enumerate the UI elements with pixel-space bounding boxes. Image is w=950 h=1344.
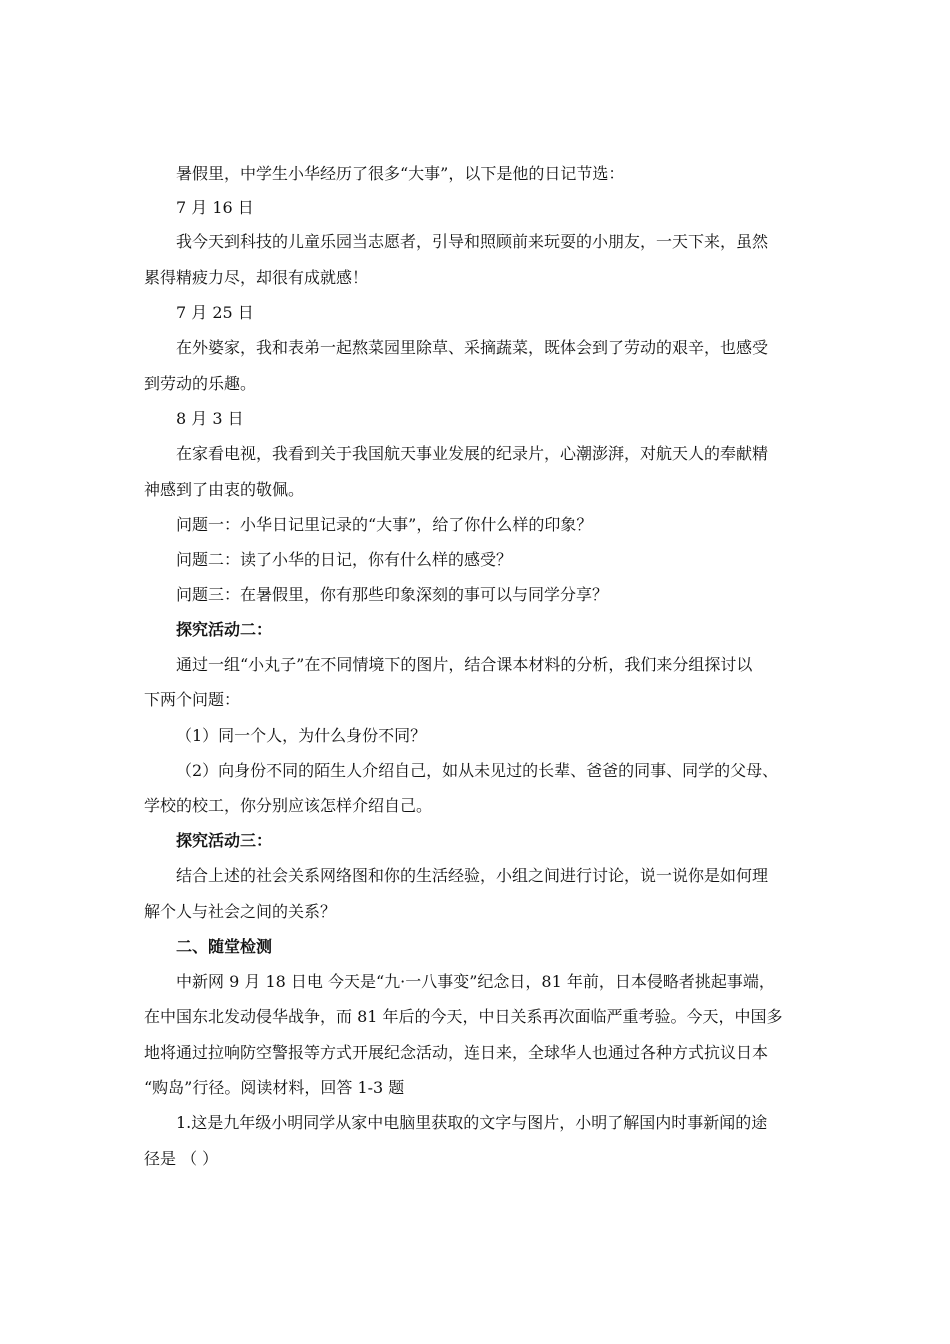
diary-date-1: 7 月 16 日	[176, 198, 254, 217]
diary-entry-2-line-2: 到劳动的乐趣。	[144, 374, 257, 393]
activity-2-line-2: 下两个问题：	[144, 690, 241, 709]
news-line-1: 中新网 9 月 18 日电 今天是“九·一八事变”纪念日，81 年前，日本侵略者挑起事端，	[176, 972, 775, 991]
diary-date-2: 7 月 25 日	[176, 303, 254, 322]
news-line-3: 地将通过拉响防空警报等方式开展纪念活动，连日来，全球华人也通过各种方式抗议日本	[144, 1043, 769, 1062]
diary-entry-3-line-1: 在家看电视，我看到关于我国航天事业发展的纪录片，心潮澎湃，对航天人的奉献精	[176, 444, 769, 463]
intro-paragraph: 暑假里，中学生小华经历了很多“大事”，以下是他的日记节选：	[176, 164, 625, 183]
activity-2-heading: 探究活动二：	[176, 620, 273, 639]
section-2-heading: 二、随堂检测	[176, 937, 273, 956]
question-item-1-line-2: 径是 （ ）	[144, 1149, 219, 1168]
diary-entry-2-line-1: 在外婆家，我和表弟一起熬菜园里除草、采摘蔬菜，既体会到了劳动的艰辛，也感受	[176, 338, 769, 357]
activity-2-question-1: （1）同一个人，为什么身份不同？	[176, 726, 427, 745]
diary-entry-1-line-2: 累得精疲力尽，却很有成就感！	[144, 268, 369, 287]
diary-date-3: 8 月 3 日	[176, 409, 244, 428]
activity-3-line-1: 结合上述的社会关系网络图和你的生活经验，小组之间进行讨论，说一说你是如何理	[176, 866, 769, 885]
activity-2-question-2-line-2: 学校的校工，你分别应该怎样介绍自己。	[144, 796, 433, 815]
news-line-2: 在中国东北发动侵华战争，而 81 年后的今天，中日关系再次面临严重考验。今天，中国多	[144, 1007, 783, 1026]
activity-3-line-2: 解个人与社会之间的关系？	[144, 902, 337, 921]
news-line-4: “购岛”行径。阅读材料，回答 1-3 题	[144, 1078, 405, 1097]
question-item-1-line-1: 1.这是九年级小明同学从家中电脑里获取的文字与图片，小明了解国内时事新闻的途	[176, 1113, 768, 1132]
diary-entry-1-line-1: 我今天到科技的儿童乐园当志愿者，引导和照顾前来玩耍的小朋友，一天下来，虽然	[176, 232, 769, 251]
activity-2-question-2-line-1: （2）向身份不同的陌生人介绍自己，如从未见过的长辈、爸爸的同事、同学的父母、	[176, 761, 779, 780]
question-1: 问题一：小华日记里记录的“大事”，给了你什么样的印象？	[176, 515, 593, 534]
activity-3-heading: 探究活动三：	[176, 831, 273, 850]
question-2: 问题二：读了小华的日记，你有什么样的感受？	[176, 550, 513, 569]
diary-entry-3-line-2: 神感到了由衷的敬佩。	[144, 480, 305, 499]
question-3: 问题三：在暑假里，你有那些印象深刻的事可以与同学分享？	[176, 585, 609, 604]
activity-2-line-1: 通过一组“小丸子”在不同情境下的图片，结合课本材料的分析，我们来分组探讨以	[176, 655, 753, 674]
